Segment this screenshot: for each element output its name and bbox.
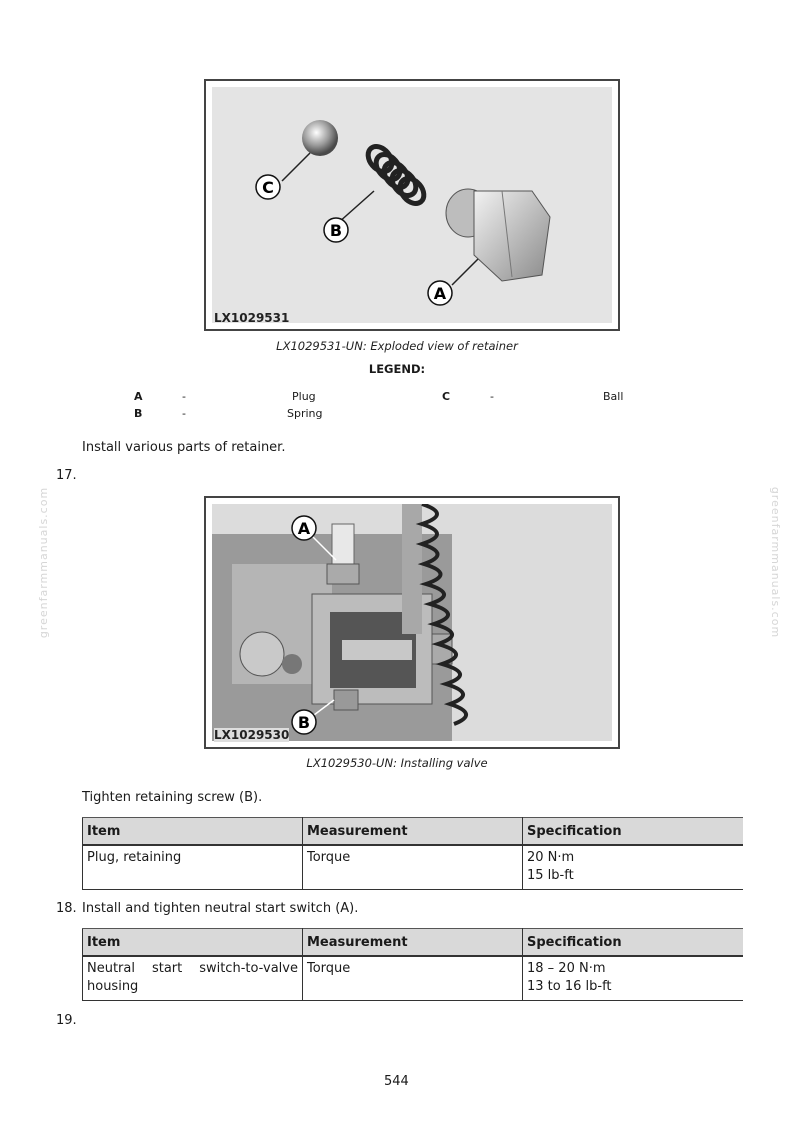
legend-value-a: Plug xyxy=(292,390,316,403)
callout-b-photo-label: B xyxy=(297,713,311,732)
legend-title: LEGEND: xyxy=(368,362,426,376)
callout-a-label: A xyxy=(433,284,447,303)
cell-item: Plug, retaining xyxy=(83,845,303,889)
watermark-left: greenfarmmanuals.com xyxy=(37,486,51,639)
cell-specification xyxy=(523,956,743,1000)
callout-b-photo xyxy=(292,710,316,734)
legend-value-c: Ball xyxy=(603,390,624,403)
step-text-tighten-screw: Tighten retaining screw (B). xyxy=(82,790,263,805)
table-row xyxy=(83,956,743,1000)
step-number-17: 17. xyxy=(56,468,77,483)
figure-id-label: LX1029531 xyxy=(214,311,290,325)
callout-b-label: B xyxy=(329,221,343,240)
callout-a-photo xyxy=(292,516,316,540)
spec-imperial: 15 lb-ft xyxy=(527,868,574,883)
retainer-parts-illustration xyxy=(212,87,612,323)
step-text-neutral-switch: Install and tighten neutral start switch (A). xyxy=(82,901,359,916)
header-item: Item xyxy=(83,929,303,957)
table-header-row xyxy=(83,929,743,957)
legend-dash-a: - xyxy=(182,390,186,403)
table-header-row xyxy=(83,818,743,846)
figure-caption: LX1029530-UN: Installing valve xyxy=(306,756,488,770)
figure-caption: LX1029531-UN: Exploded view of retainer xyxy=(276,339,518,353)
legend-dash-b: - xyxy=(182,407,186,420)
spec-table-neutral-switch xyxy=(82,928,743,1001)
header-measurement: Measurement xyxy=(303,929,523,957)
spec-metric: 18 – 20 N·m xyxy=(527,961,606,976)
callout-a xyxy=(428,281,452,305)
legend-value-b: Spring xyxy=(287,407,323,420)
callout-a-photo-label: A xyxy=(297,519,311,538)
step-text-install-retainer: Install various parts of retainer. xyxy=(82,440,286,455)
header-item: Item xyxy=(83,818,303,846)
cell-measurement: Torque xyxy=(303,956,523,1000)
header-specification: Specification xyxy=(523,818,743,846)
legend-key-c: C xyxy=(442,390,451,403)
step-number-19: 19. xyxy=(56,1013,77,1028)
cell-item: Neutral start switch-to-valve housing xyxy=(83,956,303,1000)
watermark-right: greenfarmmanuals.com xyxy=(769,486,783,639)
plug-part xyxy=(446,189,550,281)
ball-part xyxy=(302,120,338,156)
page-number: 544 xyxy=(384,1074,409,1089)
legend-dash-c: - xyxy=(490,390,494,403)
spec-imperial: 13 to 16 lb-ft xyxy=(527,979,612,994)
cell-specification xyxy=(523,845,743,889)
figure-installing-valve xyxy=(204,496,620,749)
callout-c-label: C xyxy=(262,178,274,197)
spec-table-retaining-plug xyxy=(82,817,743,890)
table-row xyxy=(83,845,743,889)
callout-c xyxy=(256,175,280,199)
spring-part xyxy=(363,142,428,208)
header-specification: Specification xyxy=(523,929,743,957)
figure-id-label: LX1029530 xyxy=(214,728,290,742)
figure-exploded-retainer xyxy=(204,79,620,331)
spec-metric: 20 N·m xyxy=(527,850,575,865)
valve-installation-photo xyxy=(212,504,612,741)
cell-measurement: Torque xyxy=(303,845,523,889)
legend-key-b: B xyxy=(134,407,143,420)
header-measurement: Measurement xyxy=(303,818,523,846)
legend-key-a: A xyxy=(134,390,143,403)
callout-b xyxy=(324,218,348,242)
step-number-18: 18. xyxy=(56,901,77,916)
